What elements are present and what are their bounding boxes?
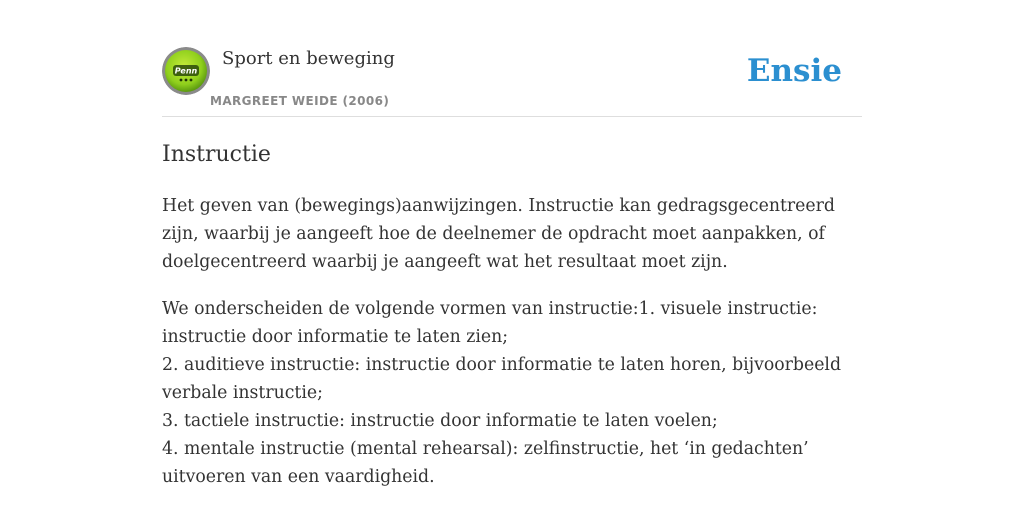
author-line[interactable]: MARGREET WEIDE (2006) [210, 94, 390, 108]
avatar[interactable] [162, 47, 210, 95]
article-body [162, 192, 852, 510]
tennis-ball-icon [162, 47, 210, 95]
page-title: Instructie [162, 142, 271, 167]
forms-line-3: 3. tactiele instructie: instructie door informatie te laten voelen; [162, 411, 718, 431]
brand-logo[interactable]: Ensie [746, 53, 842, 89]
forms-line-2: 2. auditieve instructie: instructie door informatie te laten horen, bijvoorbeeld verbale instructie; [162, 355, 842, 403]
category-title[interactable]: Sport en beweging [222, 48, 395, 69]
forms-line-1: We onderscheiden de volgende vormen van instructie:1. visuele instructie: instructie door informatie te laten zien; [162, 299, 818, 347]
avatar-text: Penn [174, 66, 198, 76]
paragraph-forms [162, 295, 852, 491]
article-header [162, 47, 862, 117]
paragraph-definition: Het geven van (bewegings)aanwijzingen. Instructie kan gedragsgecentreerd zijn, waarbij je aangeeft hoe de deelnemer de opdracht moet aanpakken, of doelgecentreerd waarbij je aangeeft wat het resultaat moet zijn. [162, 196, 835, 272]
forms-line-4: 4. mentale instructie (mental rehearsal): zelfinstructie, het ‘in gedachten’ uitvoeren van een vaardigheid. [162, 439, 809, 487]
